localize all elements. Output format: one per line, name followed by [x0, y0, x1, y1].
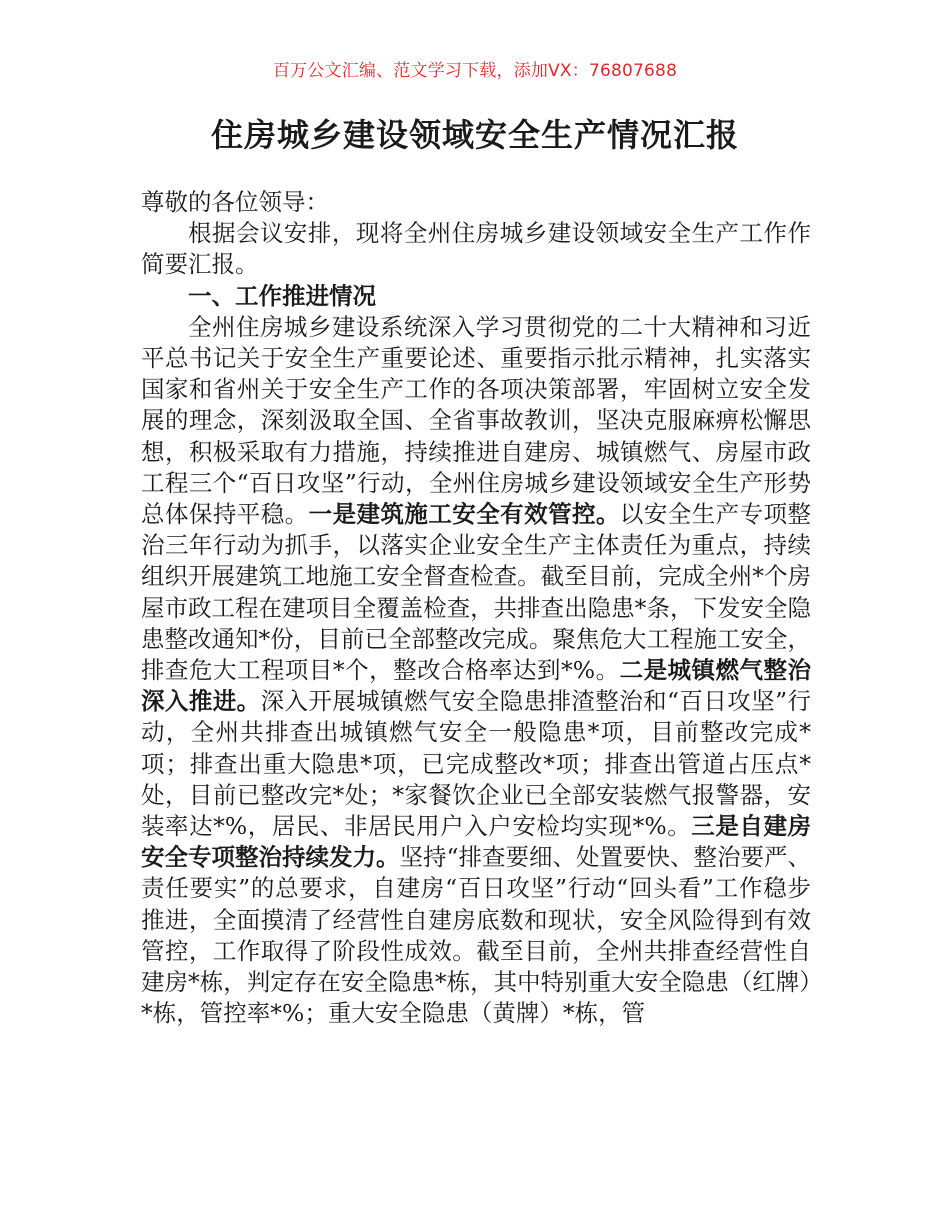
highlight-construction-safety: 一是建筑施工安全有效管控。: [308, 500, 620, 529]
paragraph-text: 以安全生产专项整治三年行动为抓手，以落实企业安全生产主体责任为重点，持续组织开展建筑工地施工安全督查检查。截至目前，完成全州*个房屋市政工程在建项目全覆盖检查，共排查出隐患*条，下发安全隐患整改通知*份，目前已全部整改完成。聚焦危大工程施工安全，排查危大工程项目*个，整改合格率达到*%。: [141, 500, 812, 685]
work-progress-paragraph: [141, 312, 811, 1030]
section-heading: 一、工作推进情况: [188, 281, 376, 310]
intro-paragraph: 根据会议安排，现将全州住房城乡建设领域安全生产工作作简要汇报。: [141, 219, 811, 279]
paragraph-text: 坚持“排查要细、处置要快、整治要严、责任要实”的总要求，自建房“百日攻坚”行动“回头看”工作稳步推进，全面摸清了经营性自建房底数和现状，安全风险得到有效管控，工作取得了阶段性成效。截至目前，全州共排查经营性自建房*栋，判定存在安全隐患*栋，其中特别重大安全隐患（红牌）*栋，管控率*%；重大安全隐患（黄牌）*栋，管: [141, 843, 812, 1028]
document-title: 住房城乡建设领域安全生产情况汇报: [210, 116, 739, 154]
highlight-self-built-housing: 三是自建房安全专项整治持续发力。: [141, 812, 812, 872]
paragraph-text: 全州住房城乡建设系统深入学习贯彻党的二十大精神和习近平总书记关于安全生产重要论述、重要指示批示精神，扎实落实国家和省州关于安全生产工作的各项决策部署，牢固树立安全发展的理念，深刻汲取全国、全省事故教训，坚决克服麻痹松懈思想，积极采取有力措施，持续推进自建房、城镇燃气、房屋市政工程三个“百日攻坚”行动，全州住房城乡建设领域安全生产形势总体保持平稳。: [141, 312, 811, 529]
header-watermark-note: 百万公文汇编、范文学习下载，添加VX：76807688: [272, 61, 678, 81]
paragraph-text: 深入开展城镇燃气安全隐患排渣整治和“百日攻坚”行动，全州共排查出城镇燃气安全一般隐患*项，目前整改完成*项；排查出重大隐患*项，已完成整改*项；排查出管道占压点*处，目前已整改完*处；*家餐饮企业已全部安装燃气报警器，安装率达*%，居民、非居民用户入户安检均实现*%。: [141, 687, 812, 841]
salutation: 尊敬的各位领导：: [141, 188, 329, 216]
document-body: [141, 187, 811, 1029]
highlight-gas-rectification: 二是城镇燃气整治深入推进。: [141, 656, 811, 716]
